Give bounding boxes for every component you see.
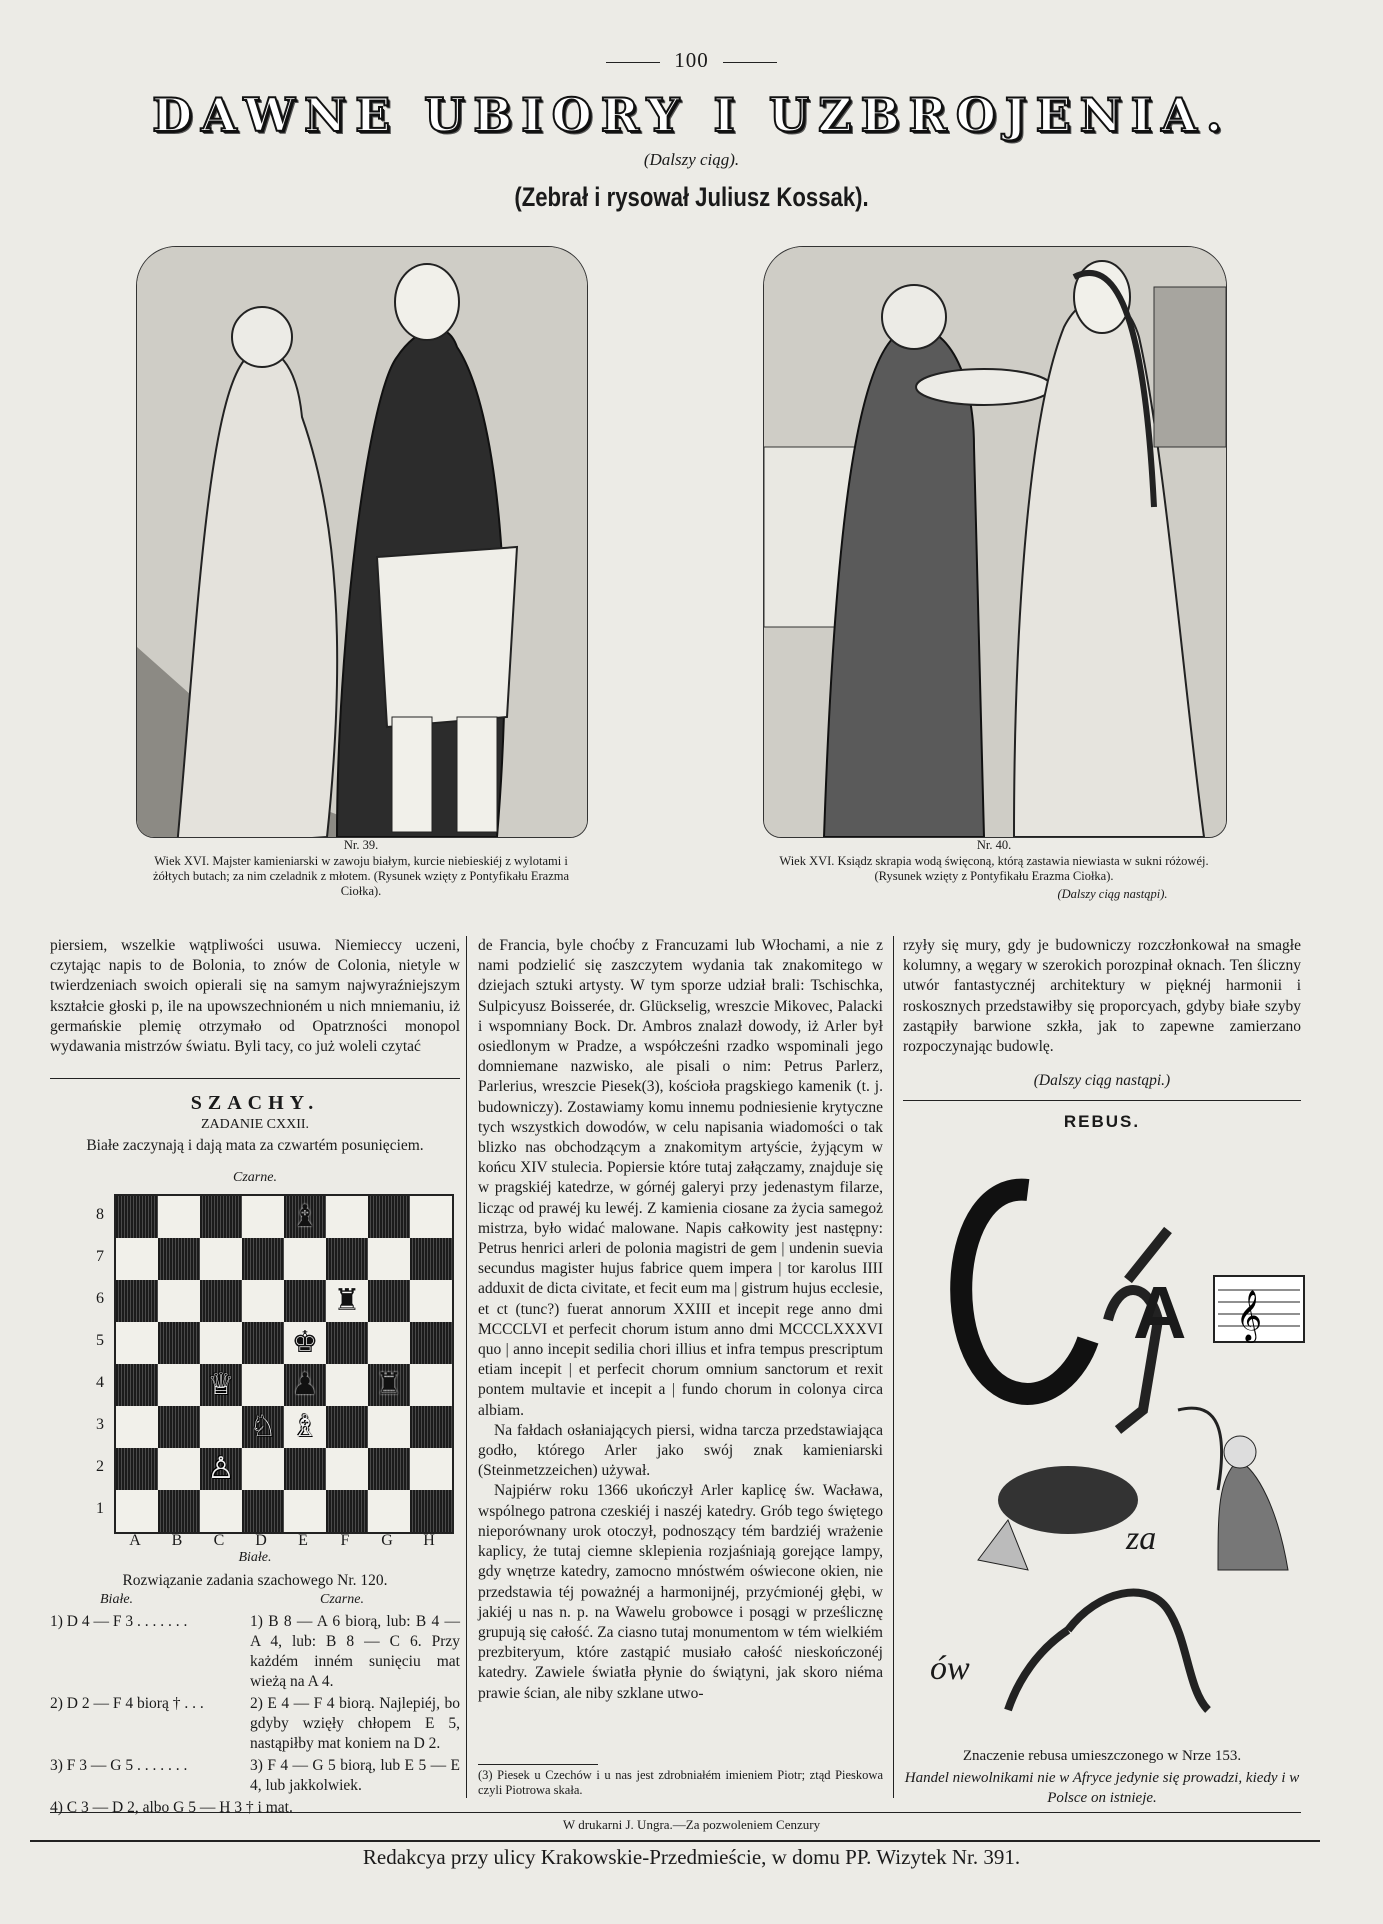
author-credit: (Zebrał i rysował Juliusz Kossak). [514,182,869,212]
rebus-syllable-ow: ów [930,1650,970,1687]
footnote: (3) Piesek u Czechów i u nas jest zdrobniałém imieniem Piotr; ztąd Pieskowa czyli Piotrowa skała. [478,1768,883,1797]
white-move: 2) D 2 — F 4 biorą † . . . [50,1695,204,1712]
chess-square-g4 [368,1364,410,1406]
white-move: 4) C 3 — D 2, albo G 5 — H 3 † i mat. [50,1799,293,1816]
col2-paragraph-2: Na fałdach osłaniających piersi, widna tarcza przedstawiająca godło, którego Arler jako swój znak kamieniarski (Steinmetzzeichen) używał. [478,1421,883,1480]
chess-square-a5 [116,1322,158,1364]
rank-label-8: 8 [96,1206,104,1223]
stonemason-illustration [137,247,587,837]
white-move: 1) D 4 — F 3 . . . . . . . [50,1613,188,1630]
figure-40-caption: Wiek XVI. Ksiądz skrapia wodą święconą, którą zastawia niewiasta w sukni różowéj. (Rysunek wzięty z Pontyfikału Erazma Ciołka). [779,854,1209,883]
chess-piece-e8: ♝ [291,1200,319,1233]
chess-square-d1 [242,1490,284,1532]
chess-problem-number: ZADANIE CXXII. [200,1117,310,1132]
chess-square-e1 [284,1490,326,1532]
chess-square-c2 [200,1448,242,1490]
chess-piece-e4: ♟ [291,1368,319,1401]
chess-square-d2 [242,1448,284,1490]
footnote-rule [478,1764,598,1765]
chess-square-f2 [326,1448,368,1490]
black-move: 3) F 4 — G 5 biorą, lub E 5 — E 4, lub jakkolwiek. [250,1757,460,1794]
solution-move-row [50,1694,460,1754]
chess-square-c6 [200,1280,242,1322]
chess-square-c4 [200,1364,242,1406]
solution-move-row [50,1756,460,1796]
chess-square-b2 [158,1448,200,1490]
chess-square-a2 [116,1448,158,1490]
chess-square-e5 [284,1322,326,1364]
chess-square-f8 [326,1196,368,1238]
continuation-note: (Dalszy ciąg). [643,150,740,169]
chess-square-c8 [200,1196,242,1238]
chess-solution-moves [50,1612,460,1820]
chess-square-c5 [200,1322,242,1364]
chess-square-a3 [116,1406,158,1448]
column-rule-left [466,936,467,1798]
solution-white-header: Białe. [100,1592,134,1607]
file-label-d: D [255,1532,267,1549]
rebus-solution-text: Handel niewolnikami nie w Afryce jedynie się prowadzi, kiedy i w Polsce on istnieje. [904,1770,1300,1806]
file-label-f: F [340,1532,350,1549]
chess-square-g3 [368,1406,410,1448]
rank-label-1: 1 [96,1500,104,1517]
solution-black-header: Czarne. [320,1592,364,1607]
chess-square-h2 [410,1448,452,1490]
rebus-syllable-za: za [1126,1520,1157,1557]
chess-piece-g4: ♜ [375,1368,403,1401]
col2-paragraph-1: de Francia, byle choćby z Francuzami lub Włochami, a nie z nami podzielić się zaszczytem wydania tak znakomitego w dziejach sztuki artysty. W tym sporze udział brali: Tschischka, Sulpicyusz Boisserée, dr. Glückselig, wreszcie Mikovec, Palacki i wspomniany Bock. Dr. Ambros znalazł dowody, iż Arler był osiedlonym w Pradze, a współcześni rzadko wspominali jego domniemane nazwisko, ale pisali o nim: Petrus Parlerz, Parlerius, wreszcie Piesek(3), kościoła pragskiego kamenik (t. j. budowniczy). Zostawiamy komu innemu podniesienie krytyczne tych wszystkich dowodów, w celu napisania wiadomości o tak blizko nas obchodzącym a znakomitym artyście, żyjącym w końcu XIV stulecia. Popiersie które tutaj załączamy, znajduje się w pragskiéj katedrze, w górnéj galeryi przy jedenastym filarze, licząc od prawéj ku lewéj. Z kamienia ciosane za życia samegoż mistrza, było widać malowane. Napis całkowity jest następny: Petrus henrici arleri de polonia magistri de gem | undenin suevia secundus magister hujus fabrice quem impera | tor karolus IIII adduxit de dicta civitate, et fecit eum ma | gistrum hujus ecclesie, et ct (tunc?) fuerat annorum XXIII et incepit rege anno dmi MCCCLVI et perfecit chorum istum anno dmi MCCCLXXXVI quo | anno incepit sedilia chori illius et infra tempus prescriptum etiam incepit | et perfecit chorum omnium sanctorum et rexit pontem multavie et incepit a | fundo chorum in colonya circa albiam. [478,937,883,1419]
chess-square-e8 [284,1196,326,1238]
chess-square-a7 [116,1238,158,1280]
chess-square-f4 [326,1364,368,1406]
column1-text: piersiem, wszelkie wątpliwości usuwa. Niemieccy uczeni, czytając napis to de Bolonia, to znów de Colonia, nietyle w twierdzeniach swoich opierali się na samym najwyraźniejszym kształcie głoski p, ile na upowszechnioném u nich mniemaniu, iż germańskie plemię otrzymało od Opatrzności monopol wydawania mistrzów światu. Byli tacy, co już woleli czytać [50,937,460,1056]
file-label-a: A [129,1532,141,1549]
file-label-g: G [381,1532,393,1549]
rebus-puzzle [918,1170,1310,1742]
chess-square-b8 [158,1196,200,1238]
rebus-solution-title: Znaczenie rebusa umieszczonego w Nrze 153. [962,1748,1242,1764]
chess-square-d4 [242,1364,284,1406]
chess-top-rule [50,1078,460,1079]
chess-square-h7 [410,1238,452,1280]
engraving-figure-40 [763,246,1227,838]
chess-square-f1 [326,1490,368,1532]
svg-text:𝄞: 𝄞 [1236,1290,1263,1341]
chess-square-e4 [284,1364,326,1406]
figure-40-continued: (Dalszy ciąg nastąpi). [1057,887,1168,901]
chess-square-f6 [326,1280,368,1322]
chess-white-label: Białe. [238,1550,272,1565]
file-label-c: C [213,1532,225,1549]
chess-square-d5 [242,1322,284,1364]
imprint-rule [50,1812,1301,1813]
chess-file-labels [114,1532,450,1550]
chess-piece-c2: ♙ [207,1452,235,1485]
printer-imprint: W drukarni J. Ungra.—Za pozwoleniem Cenzury [562,1817,821,1832]
chess-square-f7 [326,1238,368,1280]
chess-square-f5 [326,1322,368,1364]
chess-square-b5 [158,1322,200,1364]
chess-square-b1 [158,1490,200,1532]
chess-square-h6 [410,1280,452,1322]
chess-square-h3 [410,1406,452,1448]
chess-square-d3 [242,1406,284,1448]
chess-square-c1 [200,1490,242,1532]
chess-square-h8 [410,1196,452,1238]
chess-square-h5 [410,1322,452,1364]
white-move: 3) F 3 — G 5 . . . . . . . [50,1757,188,1774]
chess-square-a8 [116,1196,158,1238]
chess-rank-labels [90,1194,110,1530]
chess-square-e7 [284,1238,326,1280]
rank-label-7: 7 [96,1248,104,1265]
chess-piece-f6: ♜ [333,1284,361,1317]
chess-square-d6 [242,1280,284,1322]
chess-heading: SZACHY. [190,1092,320,1114]
chess-square-a1 [116,1490,158,1532]
chess-black-label: Czarne. [233,1170,277,1185]
chess-square-b3 [158,1406,200,1448]
figure-39-caption: Wiek XVI. Majster kamieniarski w zawoju białym, kurcie niebieskiéj z wylotami i żółtych butach; za nim czeladnik z młotem. (Rysunek wzięty z Pontyfikału Erazma Ciołka). [152,854,570,898]
rebus-drawing [918,1170,1310,1742]
chess-square-f3 [326,1406,368,1448]
chess-square-h4 [410,1364,452,1406]
chess-square-d8 [242,1196,284,1238]
chess-square-g6 [368,1280,410,1322]
chess-square-g5 [368,1322,410,1364]
chess-square-h1 [410,1490,452,1532]
chess-square-c7 [200,1238,242,1280]
column2-text [478,936,883,1704]
file-label-b: B [171,1532,183,1549]
chess-piece-d3: ♘ [249,1410,277,1443]
rank-label-2: 2 [96,1458,104,1475]
rebus-letter-a: A [1133,1271,1187,1354]
chess-square-d7 [242,1238,284,1280]
chess-board [114,1194,454,1534]
chess-square-e3 [284,1406,326,1448]
column3-continued: (Dalszy ciąg nastąpi.) [1033,1072,1171,1089]
editorial-address: Redakcya przy ulicy Krakowskie-Przedmieście, w domu PP. Wizytek Nr. 391. [362,1845,1021,1869]
figure-40-number: Nr. 40. [976,838,1012,852]
chess-square-g7 [368,1238,410,1280]
chess-piece-e3: ♗ [291,1410,319,1443]
col2-paragraph-3: Najpiérw roku 1366 ukończył Arler kaplicę św. Wacława, wspólnego patrona czeskiéj i naszéj katedry. Grób tego świętego nieporównany urok otoczył, podnoszący tém bardziéj wrażenie kaplicy, że tutaj ciemne sklepienia rozjaśniają gorejące lampy, gdy wnętrze katedry, zamocno mnóstwém oświecone okien, nie przedstawia téj poważnéj a harmonijnéj, przyćmionéj głębi, w jakiéj u nas n. p. na Wawelu grobowce i posągi w prześlicznę grupują się całość. Za ciasno tutaj monumentom w tém wielkiém prezbiteryum, które zastąpić musiało całość nieskończonéj katedry. Zawiele światła płynie do świątyni, jak skoro niéma prawie ścian, ale niby szklane utwo- [478,1482,883,1702]
column3-text: rzyły się mury, gdy je budowniczy rozczłonkował na smagłe kolumny, a węgary w szerokich porozpinał oknach. Ten śliczny utwór fantastycznéj architektury w pięknéj harmonii i roskosznych przedstawiłby się proporcyach, gdyby białe szyby zastąpiły barwione szkła, jak to zapewne zamierzano rozpoczynając budowlę. [903,937,1301,1056]
chess-square-g1 [368,1490,410,1532]
chess-square-a6 [116,1280,158,1322]
rebus-top-rule [903,1100,1301,1101]
engraving-figure-39 [136,246,588,838]
chess-square-b6 [158,1280,200,1322]
page-title: DAWNE UBIORY I UZBROJENIA. [152,88,1231,142]
chess-square-e2 [284,1448,326,1490]
file-label-h: H [423,1532,435,1549]
chess-square-g8 [368,1196,410,1238]
black-move: 1) B 8 — A 6 biorą, lub: B 4 — A 4, lub: B 8 — C 6. Przy każdém inném sunięciu mat wieżą na A 4. [250,1613,460,1690]
chess-square-b7 [158,1238,200,1280]
chess-square-g2 [368,1448,410,1490]
solution-move-row [50,1798,460,1818]
column-rule-right [893,936,894,1798]
black-move: 2) E 4 — F 4 biorą. Najlepiéj, bo gdyby wzięły chłopem E 5, nastąpiłby mat koniem na D 2. [250,1695,460,1752]
rank-label-5: 5 [96,1332,104,1349]
file-label-e: E [298,1532,308,1549]
rank-label-4: 4 [96,1374,104,1391]
footer-rule [30,1840,1320,1842]
rank-label-3: 3 [96,1416,104,1433]
figure-39-number: Nr. 39. [343,838,379,852]
rank-label-6: 6 [96,1290,104,1307]
priest-and-woman-illustration [764,247,1226,837]
rebus-heading: REBUS. [1063,1112,1141,1131]
chess-solution-title: Rozwiązanie zadania szachowego Nr. 120. [122,1572,388,1589]
chess-piece-e5: ♚ [291,1326,319,1359]
chess-piece-c4: ♕ [207,1368,235,1401]
chess-instruction: Białe zaczynają i dają mata za czwartém posunięciem. [86,1137,424,1154]
solution-move-row [50,1612,460,1692]
chess-square-e6 [284,1280,326,1322]
chess-square-b4 [158,1364,200,1406]
page-number: 100 [0,48,1383,73]
chess-square-c3 [200,1406,242,1448]
chess-square-a4 [116,1364,158,1406]
